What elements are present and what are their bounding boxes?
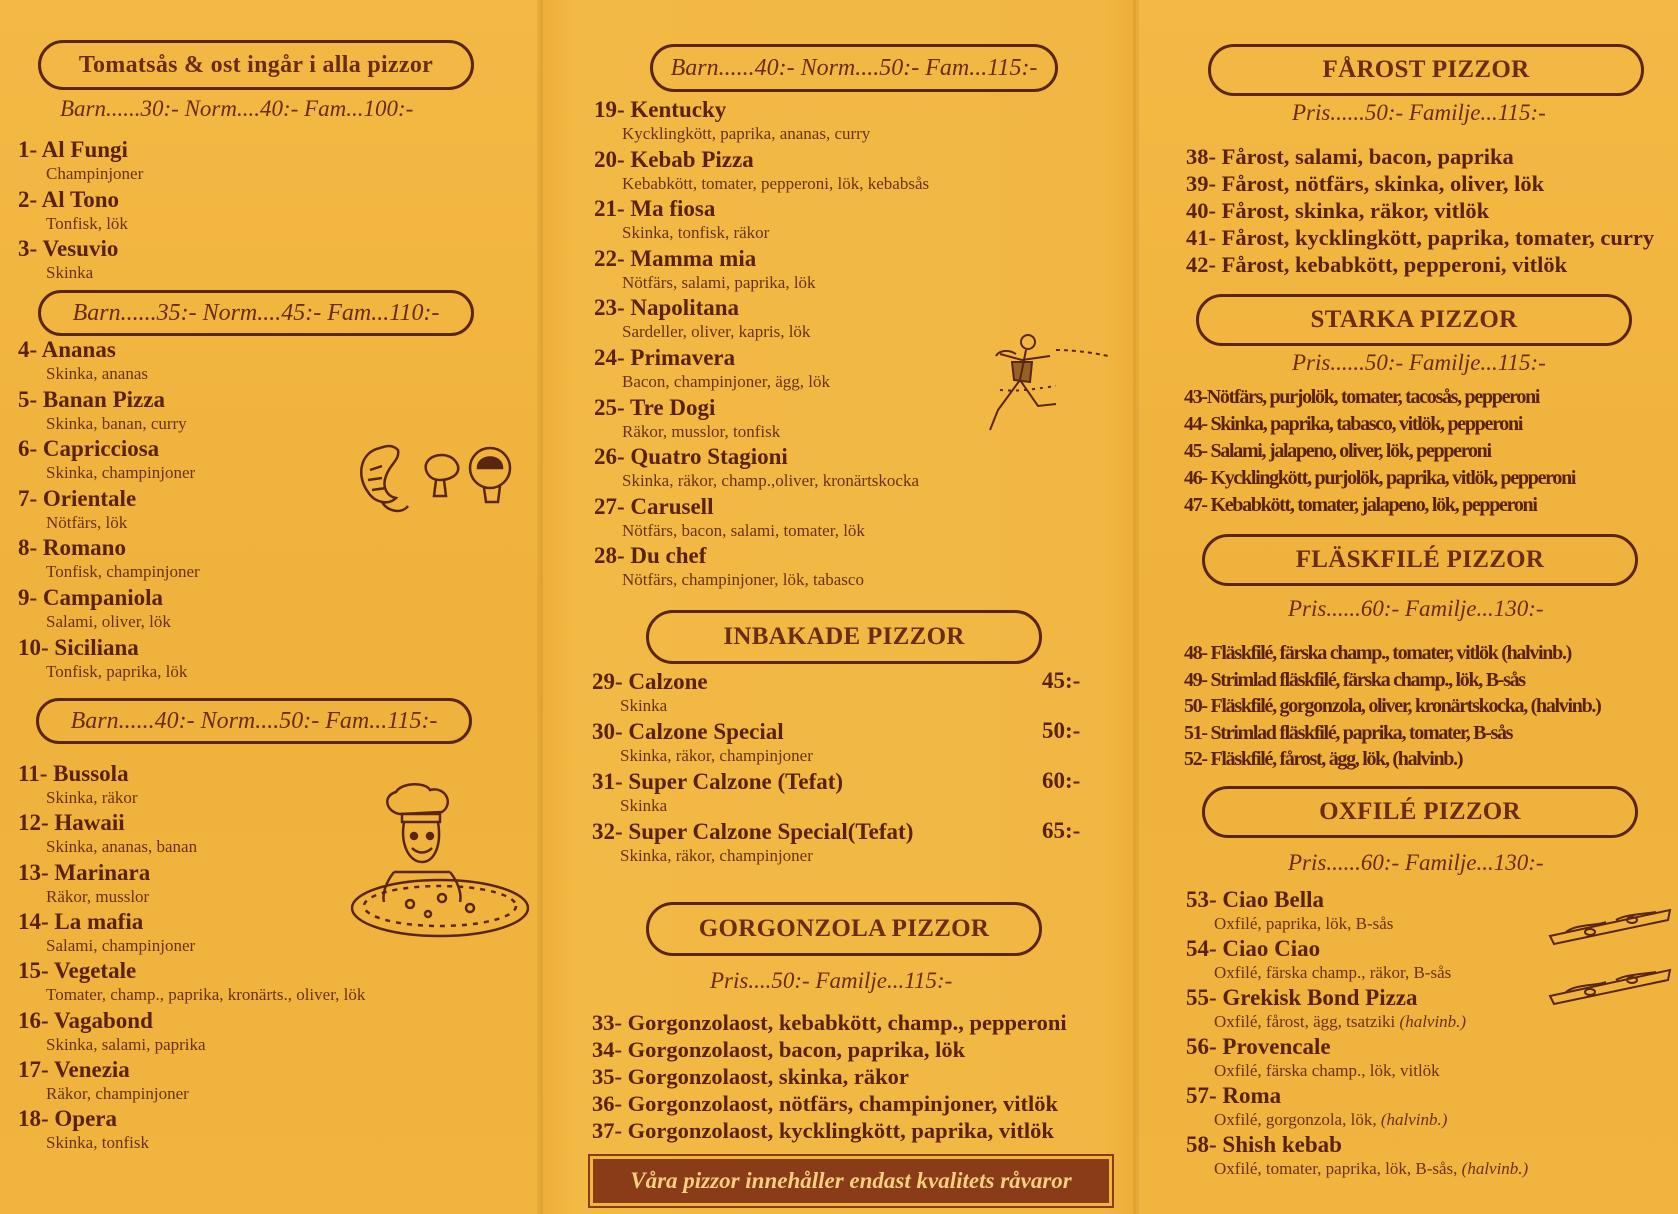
menu-item bbox=[1186, 886, 1393, 934]
menu-item-desc-text: Skinka, banan, curry bbox=[46, 413, 187, 433]
menu-item bbox=[592, 818, 913, 866]
menu-item-desc-text: Salami, oliver, lök bbox=[46, 612, 171, 631]
menu-item bbox=[594, 146, 929, 194]
menu-item-desc bbox=[594, 222, 769, 243]
menu-item-desc bbox=[18, 213, 128, 234]
menu-item-name: 28- Du chef bbox=[594, 543, 707, 569]
menu-item-name: 17- Venezia bbox=[18, 1056, 130, 1082]
menu-item-desc-text: Nötfärs, champinjoner, lök, tabasco bbox=[622, 570, 864, 590]
menu-item-desc bbox=[18, 1083, 189, 1104]
menu-item bbox=[18, 435, 195, 483]
menu-item-name: 11- Bussola bbox=[18, 761, 129, 786]
menu-item-desc bbox=[592, 695, 708, 716]
menu-item-desc bbox=[594, 173, 929, 194]
menu-item-desc-text: Salami, champinjoner bbox=[46, 935, 196, 955]
menu-item-desc bbox=[594, 123, 870, 144]
menu-item-name: 15- Vegetale bbox=[18, 958, 137, 984]
menu-line-item: 38- Fårost, salami, bacon, paprika bbox=[1186, 144, 1514, 169]
menu-line-item: 44- Skinka, paprika, tabasco, vitlök, pepperoni bbox=[1184, 413, 1523, 435]
menu-item-desc bbox=[1186, 1011, 1466, 1032]
menu-line-item: 35- Gorgonzolaost, skinka, räkor bbox=[592, 1064, 909, 1089]
menu-item-desc-text: Oxfilé, tomater, paprika, lök, B-sås, bbox=[1214, 1159, 1462, 1178]
menu-item-name: 55- Grekisk Bond Pizza bbox=[1186, 985, 1418, 1010]
menu-item-desc-text: Skinka, räkor bbox=[46, 788, 138, 807]
menu-item bbox=[18, 336, 148, 384]
menu-item bbox=[594, 542, 864, 590]
menu-item-note: (halvinb.) bbox=[1380, 1110, 1448, 1129]
chef-with-pizza-illustration bbox=[330, 782, 530, 942]
menu-item-desc bbox=[18, 1034, 206, 1055]
menu-item-desc-text: Tonfisk, lök bbox=[46, 213, 128, 233]
menu-item-desc bbox=[1186, 913, 1393, 934]
menu-item-desc-text: Bacon, champinjoner, ägg, lök bbox=[622, 372, 830, 391]
menu-item-desc bbox=[18, 462, 195, 483]
menu-item-desc-text: Skinka, räkor, champinjoner bbox=[620, 746, 813, 765]
menu-item bbox=[18, 908, 195, 956]
menu-item-desc bbox=[18, 512, 136, 533]
menu-item-name: 18- Opera bbox=[18, 1106, 118, 1132]
menu-item-desc bbox=[1186, 962, 1451, 983]
menu-item-name: 2- Al Tono bbox=[18, 186, 119, 212]
menu-item-name: 26- Quatro Stagioni bbox=[594, 444, 788, 470]
menu-line-item: 47- Kebabkött, tomater, jalapeno, lök, pepperoni bbox=[1184, 494, 1537, 516]
menu-item-name: 6- Capricciosa bbox=[18, 436, 160, 462]
price-line-starka: Pris......50:- Familje...115:- bbox=[1292, 350, 1546, 375]
menu-item-name: 29- Calzone bbox=[592, 669, 708, 694]
menu-item-desc-text: Skinka, salami, paprika bbox=[46, 1034, 206, 1054]
menu-item-name: 53- Ciao Bella bbox=[1186, 887, 1324, 912]
price-pill-2 bbox=[38, 290, 474, 336]
menu-item-desc bbox=[594, 470, 919, 491]
menu-item bbox=[594, 195, 769, 243]
menu-line-item: 45- Salami, jalapeno, oliver, lök, pepperoni bbox=[1184, 440, 1491, 462]
header-oxfile bbox=[1202, 786, 1638, 838]
price-line-farost: Pris......50:- Familje...115:- bbox=[1292, 100, 1546, 125]
menu-item-desc-text: Oxfilé, paprika, lök, B-sås bbox=[1214, 914, 1394, 933]
menu-item-desc-text: Skinka, champinjoner bbox=[46, 463, 196, 483]
quality-banner bbox=[590, 1156, 1112, 1206]
price-line-flaskfile: Pris......60:- Familje...130:- bbox=[1288, 596, 1544, 621]
menu-item-name: 3- Vesuvio bbox=[18, 236, 119, 261]
menu-line-item: 51- Strimlad fläskfilé, paprika, tomater, B-sås bbox=[1184, 721, 1513, 744]
menu-item bbox=[18, 386, 187, 434]
menu-item-desc-text: Champinjoner bbox=[46, 164, 144, 183]
header-tomatsas-text: Tomatsås & ost ingår i alla pizzor bbox=[78, 51, 434, 78]
menu-item-desc-text: Tonfisk, champinjoner bbox=[46, 562, 200, 582]
menu-item-desc bbox=[1186, 1060, 1440, 1081]
menu-item bbox=[18, 859, 150, 907]
menu-item-name: 21- Ma fiosa bbox=[594, 196, 716, 222]
menu-item-name: 58- Shish kebab bbox=[1186, 1132, 1342, 1157]
header-inbakade-text: INBAKADE PIZZOR bbox=[723, 623, 965, 650]
menu-item-desc-text: Kebabkött, tomater, pepperoni, lök, kebabsås bbox=[622, 173, 930, 193]
fold-line-left bbox=[537, 0, 543, 1214]
price-pill-3 bbox=[36, 698, 472, 744]
fold-line-right bbox=[1133, 0, 1139, 1214]
menu-item-name: 9- Campaniola bbox=[18, 585, 164, 610]
menu-item-desc-text: Skinka, ananas bbox=[46, 364, 148, 383]
menu-item-name: 14- La mafia bbox=[18, 908, 144, 934]
menu-line-item: 42- Fårost, kebabkött, pepperoni, vitlök bbox=[1186, 252, 1568, 277]
menu-line-item: 49- Strimlad fläskfilé, färska champ., lök, B-sås bbox=[1184, 668, 1525, 691]
seafood-mushroom-illustration bbox=[352, 440, 522, 520]
menu-item-desc bbox=[592, 795, 843, 816]
menu-item bbox=[1186, 1131, 1528, 1179]
menu-item-desc bbox=[18, 561, 200, 582]
header-oxfile-text: OXFILÉ PIZZOR bbox=[1319, 798, 1521, 825]
menu-line-item: 40- Fårost, skinka, räkor, vitlök bbox=[1186, 198, 1490, 223]
header-tomatsas bbox=[38, 40, 474, 90]
menu-item-desc-text: Tonfisk, paprika, lök bbox=[46, 661, 188, 681]
menu-item-desc-text: Sardeller, oliver, kapris, lök bbox=[622, 322, 811, 342]
header-starka-text: STARKA PIZZOR bbox=[1310, 306, 1518, 333]
menu-line-item: 48- Fläskfilé, färska champ., tomater, vitlök (halvinb.) bbox=[1184, 642, 1572, 664]
menu-item-desc-text: Tomater, champ., paprika, kronärts., oliver, lök bbox=[46, 985, 366, 1005]
menu-item bbox=[594, 294, 810, 342]
menu-item-note: (halvinb.) bbox=[1399, 1012, 1467, 1031]
menu-item bbox=[594, 96, 870, 144]
menu-item-name: 8- Romano bbox=[18, 535, 126, 561]
menu-item-desc-text: Skinka, räkor, champinjoner bbox=[620, 846, 813, 865]
menu-item-desc bbox=[1186, 1109, 1447, 1130]
menu-item bbox=[18, 235, 118, 283]
header-gorgonzola bbox=[646, 902, 1042, 956]
menu-item-name: 1- Al Fungi bbox=[18, 137, 128, 162]
menu-item-name: 12- Hawaii bbox=[18, 810, 125, 836]
menu-item-desc bbox=[592, 745, 813, 766]
menu-item-desc bbox=[594, 421, 780, 442]
menu-item bbox=[594, 344, 830, 392]
menu-item bbox=[594, 394, 780, 442]
menu-item-name: 30- Calzone Special bbox=[592, 719, 784, 744]
menu-item bbox=[594, 493, 865, 541]
menu-item-name: 24- Primavera bbox=[594, 345, 736, 370]
menu-item-desc-text: Oxfilé, färska champ., lök, vitlök bbox=[1214, 1061, 1440, 1080]
running-chef-illustration bbox=[960, 330, 1110, 440]
header-farost-text: FÅROST PIZZOR bbox=[1322, 56, 1530, 83]
menu-item bbox=[18, 957, 365, 1005]
menu-line-item: 46- Kycklingkött, purjolök, paprika, vitlök, pepperoni bbox=[1184, 467, 1576, 489]
menu-item-desc bbox=[592, 845, 913, 866]
menu-item-name: 54- Ciao Ciao bbox=[1186, 936, 1321, 961]
menu-item-desc bbox=[18, 163, 143, 184]
menu-item bbox=[18, 136, 143, 184]
menu-item bbox=[18, 760, 138, 808]
menu-item-desc-text: Räkor, musslor bbox=[46, 886, 150, 906]
menu-item-price: 45:- bbox=[1042, 668, 1081, 693]
menu-item-desc-text: Oxfilé, färska champ., räkor, B-sås bbox=[1214, 963, 1452, 982]
menu-item-name: 25- Tre Dogi bbox=[594, 394, 716, 420]
menu-item-name: 10- Siciliana bbox=[18, 634, 139, 660]
menu-item bbox=[18, 1007, 206, 1055]
price-line-1: Barn......30:- Norm....40:- Fam...100:- bbox=[60, 96, 414, 121]
pizza-slices-illustration bbox=[1546, 900, 1678, 1010]
menu-item-desc-text: Räkor, champinjoner bbox=[46, 1083, 189, 1103]
menu-item-desc bbox=[18, 984, 365, 1005]
menu-line-item: 52- Fläskfilé, fårost, ägg, lök, (halvinb.) bbox=[1184, 748, 1463, 770]
menu-item-desc bbox=[18, 363, 148, 384]
menu-item-desc bbox=[594, 569, 864, 590]
menu-item-name: 56- Provencale bbox=[1186, 1034, 1331, 1059]
header-gorgonzola-text: GORGONZOLA PIZZOR bbox=[698, 915, 990, 942]
menu-item bbox=[592, 718, 813, 766]
menu-item-desc-text: Kycklingkött, paprika, ananas, curry bbox=[622, 124, 871, 143]
menu-item bbox=[18, 485, 136, 533]
header-inbakade bbox=[646, 610, 1042, 664]
header-farost bbox=[1208, 44, 1644, 96]
menu-item-name: 23- Napolitana bbox=[594, 295, 740, 321]
menu-item-desc-text: Skinka, ananas, banan bbox=[46, 837, 198, 857]
menu-item-desc-text: Oxfilé, fårost, ägg, tsatziki bbox=[1214, 1012, 1400, 1031]
menu-item-name: 19- Kentucky bbox=[594, 97, 727, 122]
price-pill-panel2 bbox=[650, 44, 1058, 92]
menu-item-desc-text: Skinka, räkor, champ.,oliver, kronärtskocka bbox=[622, 471, 919, 491]
header-flaskfile bbox=[1202, 534, 1638, 586]
menu-item-name: 13- Marinara bbox=[18, 859, 151, 885]
header-flaskfile-text: FLÄSKFILÉ PIZZOR bbox=[1295, 546, 1545, 573]
menu-item bbox=[18, 186, 128, 234]
menu-item bbox=[594, 443, 919, 491]
menu-line-item: 43-Nötfärs, purjolök, tomater, tacosås, pepperoni bbox=[1184, 386, 1540, 408]
menu-item-desc bbox=[18, 787, 138, 808]
menu-item bbox=[18, 809, 197, 857]
menu-item bbox=[18, 1105, 149, 1153]
menu-item-name: 31- Super Calzone (Tefat) bbox=[592, 769, 844, 794]
menu-line-item: 37- Gorgonzolaost, kycklingkött, paprika, vitlök bbox=[592, 1118, 1054, 1143]
menu-item-desc bbox=[18, 935, 195, 956]
menu-item-desc bbox=[18, 836, 197, 857]
menu-item-desc bbox=[18, 413, 187, 434]
quality-banner-text: Våra pizzor innehåller endast kvalitets råvaror bbox=[630, 1168, 1072, 1193]
menu-item-desc-text: Räkor, musslor, tonfisk bbox=[622, 421, 781, 441]
menu-item bbox=[594, 245, 816, 293]
menu-item-desc-text: Nötfärs, bacon, salami, tomater, lök bbox=[622, 520, 865, 540]
menu-item bbox=[1186, 1033, 1440, 1081]
menu-item-desc-text: Oxfilé, gorgonzola, lök, bbox=[1214, 1110, 1381, 1129]
header-starka bbox=[1196, 294, 1632, 346]
menu-item-desc-text: Skinka bbox=[620, 796, 668, 815]
menu-line-item: 33- Gorgonzolaost, kebabkött, champ., pepperoni bbox=[592, 1010, 1067, 1035]
menu-item-desc bbox=[594, 321, 810, 342]
price-pill-3-text: Barn......40:- Norm....50:- Fam...115:- bbox=[70, 707, 438, 734]
menu-line-item: 41- Fårost, kycklingkött, paprika, tomater, curry bbox=[1186, 225, 1655, 250]
menu-item-note: (halvinb.) bbox=[1461, 1159, 1529, 1178]
menu-item bbox=[18, 534, 200, 582]
menu-item-name: 57- Roma bbox=[1186, 1083, 1282, 1108]
menu-item-desc bbox=[594, 371, 830, 392]
price-pill-panel2-text: Barn......40:- Norm....50:- Fam...115:- bbox=[670, 54, 1038, 81]
menu-item-desc-text: Nötfärs, salami, paprika, lök bbox=[622, 272, 816, 292]
menu-item bbox=[592, 768, 843, 816]
menu-line-item: 34- Gorgonzolaost, bacon, paprika, lök bbox=[592, 1037, 966, 1062]
price-line-gorgonzola: Pris....50:- Familje...115:- bbox=[710, 968, 953, 993]
menu-line-item: 36- Gorgonzolaost, nötfärs, champinjoner, vitlök bbox=[592, 1091, 1059, 1116]
menu-item-name: 5- Banan Pizza bbox=[18, 386, 165, 412]
menu-item-name: 16- Vagabond bbox=[18, 1007, 153, 1033]
menu-item-desc bbox=[18, 661, 187, 682]
menu-line-item: 39- Fårost, nötfärs, skinka, oliver, lök bbox=[1186, 171, 1545, 196]
menu-item bbox=[1186, 984, 1466, 1032]
menu-item-price: 65:- bbox=[1042, 818, 1081, 843]
menu-item bbox=[18, 634, 187, 682]
menu-item-price: 50:- bbox=[1042, 718, 1081, 743]
menu-item-desc bbox=[18, 611, 171, 632]
menu-item bbox=[592, 668, 708, 716]
menu-item-desc bbox=[18, 262, 118, 283]
menu-item-desc bbox=[1186, 1158, 1528, 1179]
menu-item bbox=[1186, 935, 1451, 983]
menu-item bbox=[18, 1056, 189, 1104]
menu-item-desc-text: Skinka bbox=[46, 263, 94, 282]
price-pill-2-text: Barn......35:- Norm....45:- Fam...110:- bbox=[72, 299, 440, 326]
menu-item bbox=[1186, 1082, 1447, 1130]
menu-item-desc bbox=[18, 886, 150, 907]
menu-item-name: 27- Carusell bbox=[594, 493, 714, 519]
menu-item-price: 60:- bbox=[1042, 768, 1081, 793]
menu-item bbox=[18, 584, 171, 632]
menu-item-desc-text: Skinka, tonfisk bbox=[46, 1133, 149, 1153]
menu-item-desc bbox=[18, 1132, 149, 1153]
menu-item-desc-text: Nötfärs, lök bbox=[46, 512, 128, 532]
menu-item-name: 32- Super Calzone Special(Tefat) bbox=[592, 819, 914, 844]
menu-item-name: 7- Orientale bbox=[18, 485, 137, 511]
menu-item-desc bbox=[594, 520, 865, 541]
menu-item-desc-text: Skinka, tonfisk, räkor bbox=[622, 223, 770, 243]
menu-item-desc-text: Skinka bbox=[620, 696, 668, 715]
menu-line-item: 50- Fläskfilé, gorgonzola, oliver, kronärtskocka, (halvinb.) bbox=[1184, 695, 1601, 717]
menu-item-name: 20- Kebab Pizza bbox=[594, 146, 754, 172]
menu-item-name: 4- Ananas bbox=[18, 337, 116, 362]
menu-item-desc bbox=[594, 272, 816, 293]
menu-item-name: 22- Mamma mia bbox=[594, 245, 757, 271]
price-line-oxfile: Pris......60:- Familje...130:- bbox=[1288, 850, 1544, 875]
